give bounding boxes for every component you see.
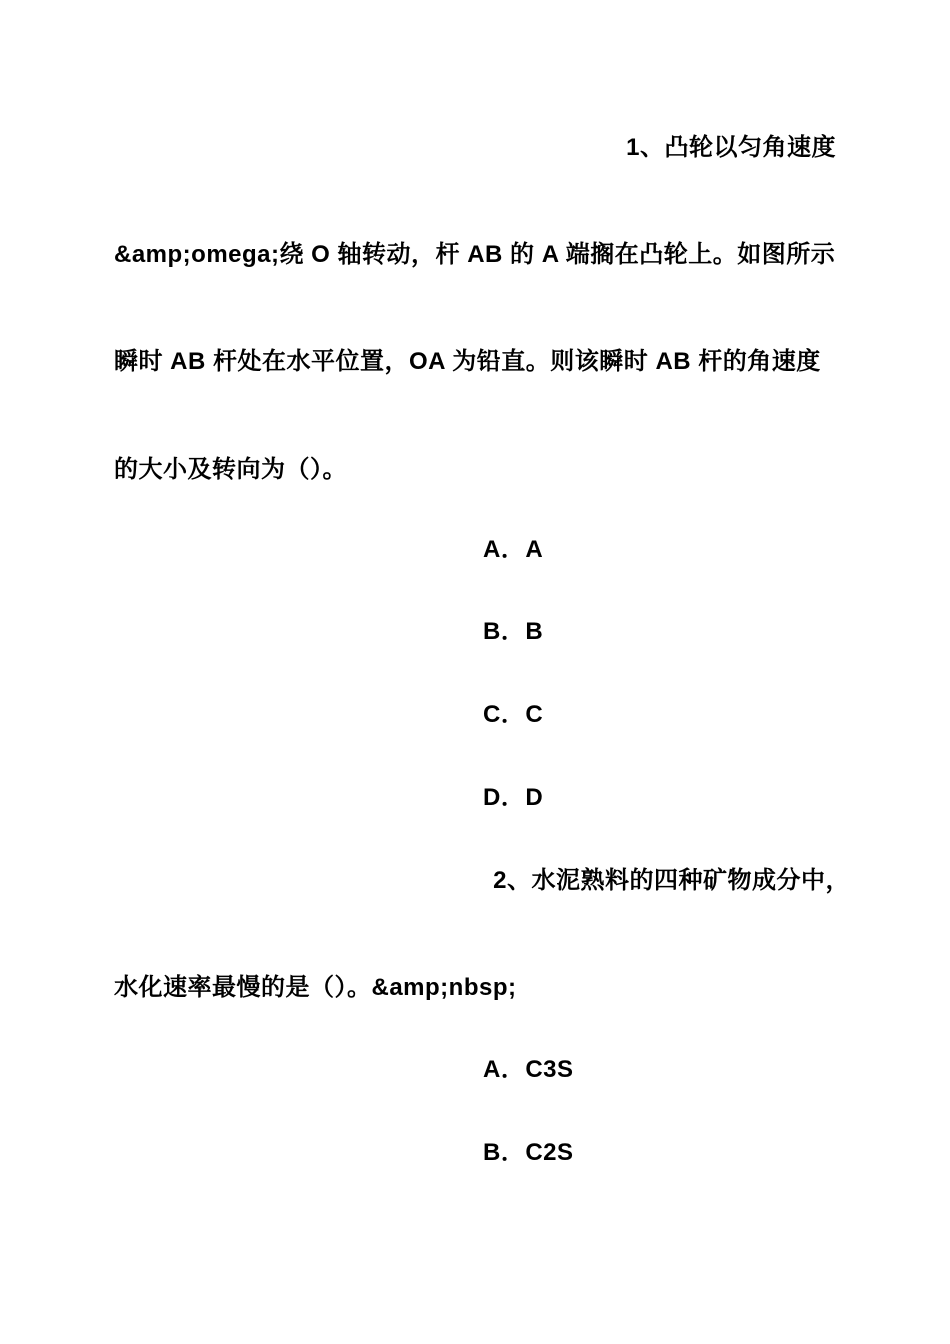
- question-2-option-b: B．C2S: [483, 1139, 574, 1166]
- question-1-option-a: A．A: [483, 536, 544, 563]
- question-1-title: 1、凸轮以匀角速度: [626, 134, 836, 161]
- question-1-text-line: &amp;omega;绕 O 轴转动，杆 AB 的 A 端搁在凸轮上。如图所示: [114, 241, 836, 268]
- question-1-text-line: 瞬时 AB 杆处在水平位置，OA 为铅直。则该瞬时 AB 杆的角速度: [114, 348, 821, 375]
- question-1-option-d: D．D: [483, 784, 544, 811]
- question-1-option-b: B．B: [483, 618, 544, 645]
- question-1-text-line: 的大小及转向为（）。: [114, 456, 347, 483]
- question-2-option-a: A．C3S: [483, 1056, 574, 1083]
- question-2-text-line: 水化速率最慢的是（）。&amp;nbsp;: [114, 974, 517, 1001]
- question-2-title: 2、水泥熟料的四种矿物成分中，: [493, 867, 850, 894]
- question-1-option-c: C．C: [483, 701, 544, 728]
